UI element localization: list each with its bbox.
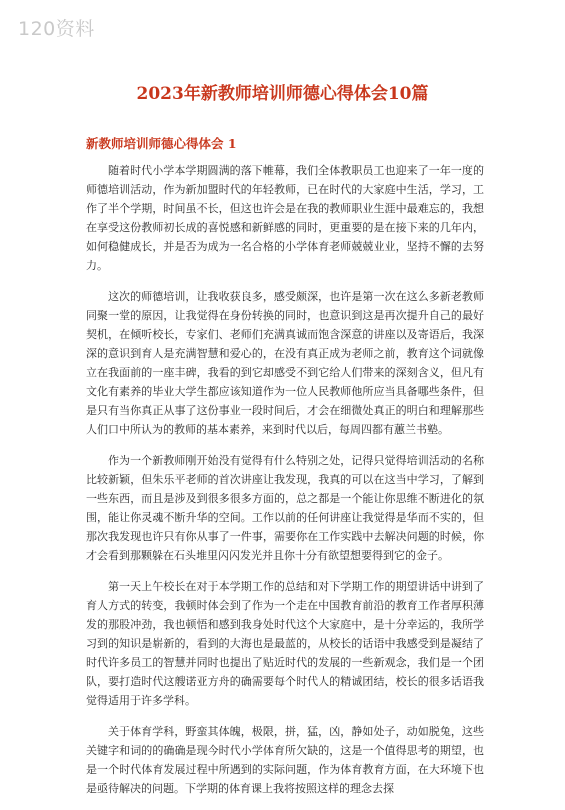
paragraph: 随着时代小学本学期圆满的落下帷幕，我们全体教职员工也迎来了一年一度的师德培训活动，作为新加盟时代的年轻教师，已在时代的大家庭中生活，学习，工作了半个学期，时间虽不长，但这也许会是在我的教师职业生涯中最难忘的，我想在享受这份教师初长成的喜悦感和新鲜感的同时，更重要的是在接下来的几年内，如何稳健成长，并是否为成为一名合格的小学体育老师兢兢业业，坚持不懈的去努力。 <box>86 164 484 272</box>
paragraph: 作为一个新教师刚开始没有觉得有什么特别之处，记得只觉得培训活动的名称比较新颖，但朱乐平老师的首次讲座让我发现，我真的可以在这当中学习，了解到一些东西，而且是涉及到很多很多方面的，总之都是一个能让你思维不断进化的氛围，能让你灵魂不断升华的空间。工作以前的任何讲座让我觉得是华而不实的，但那次我发现也许只有你从事了一件事，需要你在工作实践中去解决问题的时候，你才会看到那颗躲在石头堆里闪闪发光并且你十分有欲望想要得到它的金子。 <box>86 454 484 562</box>
watermark-logo: 120资料 <box>18 18 95 40</box>
section-title: 新教师培训师德心得体会 1 <box>86 136 237 151</box>
document-title: 2023年新教师培训师德心得体会10篇 <box>136 84 429 104</box>
paragraph: 这次的师德培训，让我收获良多，感受颇深，也许是第一次在这么多新老教师同聚一堂的原因，让我觉得在身份转换的同时，也意识到这是再次提升自己的最好契机，在倾听校长，专家们、老师们充满真诚而饱含深意的讲座以及寄语后，我深深的意识到育人是充满智慧和爱心的，在没有真正成为老师之前，教育这个词就像立在我面前的一座丰碑，我看的到它却感受不到它给人们带来的深刻含义，但凡有文化有素养的毕业大学生都应该知道作为一位人民教师他所应当具备哪些条件，但是只有当你真正从事了这份事业一段时间后，才会在细微处真正的明白和理解那些人们口中所认为的教师的基本素养，来到时代以后，每周四都有蕙兰书塾。 <box>86 290 484 436</box>
paragraph: 第一天上午校长在对于本学期工作的总结和对下学期工作的期望讲话中讲到了育人方式的转变，我顿时体会到了作为一个走在中国教育前沿的教育工作者厚积薄发的那股冲劲，我也顿悟和感到我身处时代这个大家庭中，是十分幸运的，我所学习到的知识是崭新的，看到的大海也是最蓝的，从校长的话语中我感受到是凝结了时代许多员工的智慧并同时也提出了贴近时代的发展的一些新观念，我们是一个团队，要打造时代这艘诺亚方舟的确需要每个时代人的精诚团结，校长的很多话语我觉得适用于许多学科。 <box>86 580 484 707</box>
paragraph: 关于体育学科，野蛮其体魄，极限，拼，猛，凶，静如处子，动如脱兔，这些关键字和词的的确确是现今时代小学体育所欠缺的，这是一个值得思考的期望，也是一个时代体育发展过程中所遇到的实际问题，作为体育教育方面，在大环境下也是亟待解决的问题。下学期的体育课上我将按照这样的理念去探 <box>86 725 484 795</box>
document-body <box>86 161 484 810</box>
